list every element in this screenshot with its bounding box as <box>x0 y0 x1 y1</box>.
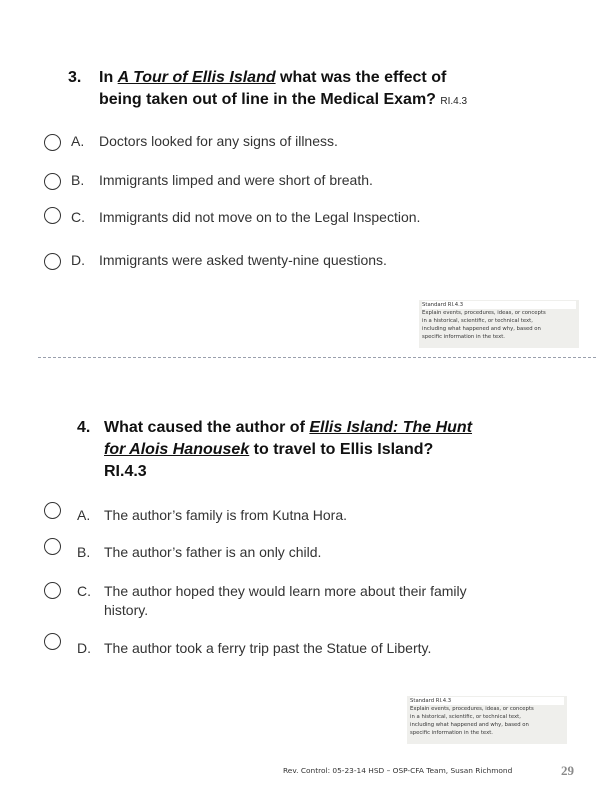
question-4-text <box>104 417 544 483</box>
q3-option-b-text: Immigrants limped and were short of breath. <box>99 172 373 188</box>
page-number: 29 <box>561 763 574 778</box>
question-3-number: 3. <box>68 69 82 86</box>
q4-option-d-radio[interactable] <box>44 633 61 650</box>
q3-option-b-radio[interactable] <box>44 173 61 190</box>
q4-standard-box <box>407 696 567 744</box>
q4-option-c-text <box>104 582 467 620</box>
q3-option-d-radio[interactable] <box>44 253 61 270</box>
q3-standard-line-4: specific information in the text. <box>422 334 505 340</box>
q3-option-a-text: Doctors looked for any signs of illness. <box>99 133 338 149</box>
q3-option-a-radio[interactable] <box>44 134 61 151</box>
question-4-title-part-1: Ellis Island: The Hunt <box>309 419 473 436</box>
q4-standard-line-1: Explain events, procedures, ideas, or concepts <box>410 706 534 712</box>
question-3-prefix: In <box>99 69 118 86</box>
q4-standard-line-3: including what happened and why, based on <box>410 722 529 728</box>
q4-standard-line-2: in a historical, scientific, or technical text, <box>410 714 521 720</box>
question-4-standard-ref: RI.4.3 <box>104 463 147 480</box>
q4-option-a-radio[interactable] <box>44 502 61 519</box>
question-3-line-2 <box>99 89 569 113</box>
question-4-line-2 <box>104 439 544 461</box>
q3-standard-line-2: in a historical, scientific, or technical text, <box>422 318 533 324</box>
q4-option-d-letter: D. <box>77 640 91 656</box>
question-4-title-part-2: for Alois Hanousek <box>104 441 250 458</box>
q4-option-b-text: The author’s father is an only child. <box>104 544 322 560</box>
q4-option-b-letter: B. <box>77 544 91 560</box>
q3-option-a-letter: A. <box>71 133 85 149</box>
q4-option-c-radio[interactable] <box>44 582 61 599</box>
question-4-line-1-prefix: What caused the author of <box>104 419 310 436</box>
q4-standard-line-4: specific information in the text. <box>410 730 493 736</box>
q3-option-c-text: Immigrants did not move on to the Legal Inspection. <box>99 209 421 225</box>
q3-standard-line-1: Explain events, procedures, ideas, or concepts <box>422 310 546 316</box>
q3-option-c-radio[interactable] <box>44 207 61 224</box>
question-3-title: A Tour of Ellis Island <box>117 69 276 86</box>
q3-option-d-text: Immigrants were asked twenty-nine questions. <box>99 252 387 268</box>
q3-standard-box <box>419 300 579 348</box>
question-3-standard-ref: RI.4.3 <box>440 96 468 107</box>
q4-option-c-text-line-1: The author hoped they would learn more about their family <box>104 583 467 599</box>
q4-option-c-letter: C. <box>77 583 91 599</box>
q3-standard-line-3: including what happened and why, based on <box>422 326 541 332</box>
question-4-number: 4. <box>77 419 91 436</box>
q3-option-b-letter: B. <box>71 172 85 188</box>
q3-option-c-letter: C. <box>71 209 85 225</box>
q4-option-a-letter: A. <box>77 507 91 523</box>
q4-option-a-text: The author’s family is from Kutna Hora. <box>104 507 348 523</box>
question-4-line-2-rest: to travel to Ellis Island? <box>249 441 434 458</box>
q3-standard-heading: Standard RI.4.3 <box>422 301 576 309</box>
q4-option-c-text-line-2: history. <box>104 602 149 618</box>
section-divider <box>38 357 596 358</box>
q3-option-d-letter: D. <box>71 252 85 268</box>
q4-option-d-text: The author took a ferry trip past the Statue of Liberty. <box>104 640 432 656</box>
question-3-text <box>99 67 569 113</box>
question-3-line-1 <box>99 67 569 89</box>
question-4-line-1 <box>104 417 544 439</box>
question-3-line-1-rest: what was the effect of <box>275 69 447 86</box>
q4-option-b-radio[interactable] <box>44 538 61 555</box>
q4-standard-heading: Standard RI.4.3 <box>410 697 564 705</box>
footer-revision-text: Rev. Control: 05-23-14 HSD – OSP-CFA Team, Susan Richmond <box>283 766 513 775</box>
question-3-line-2-text: being taken out of line in the Medical Exam? <box>99 91 436 108</box>
